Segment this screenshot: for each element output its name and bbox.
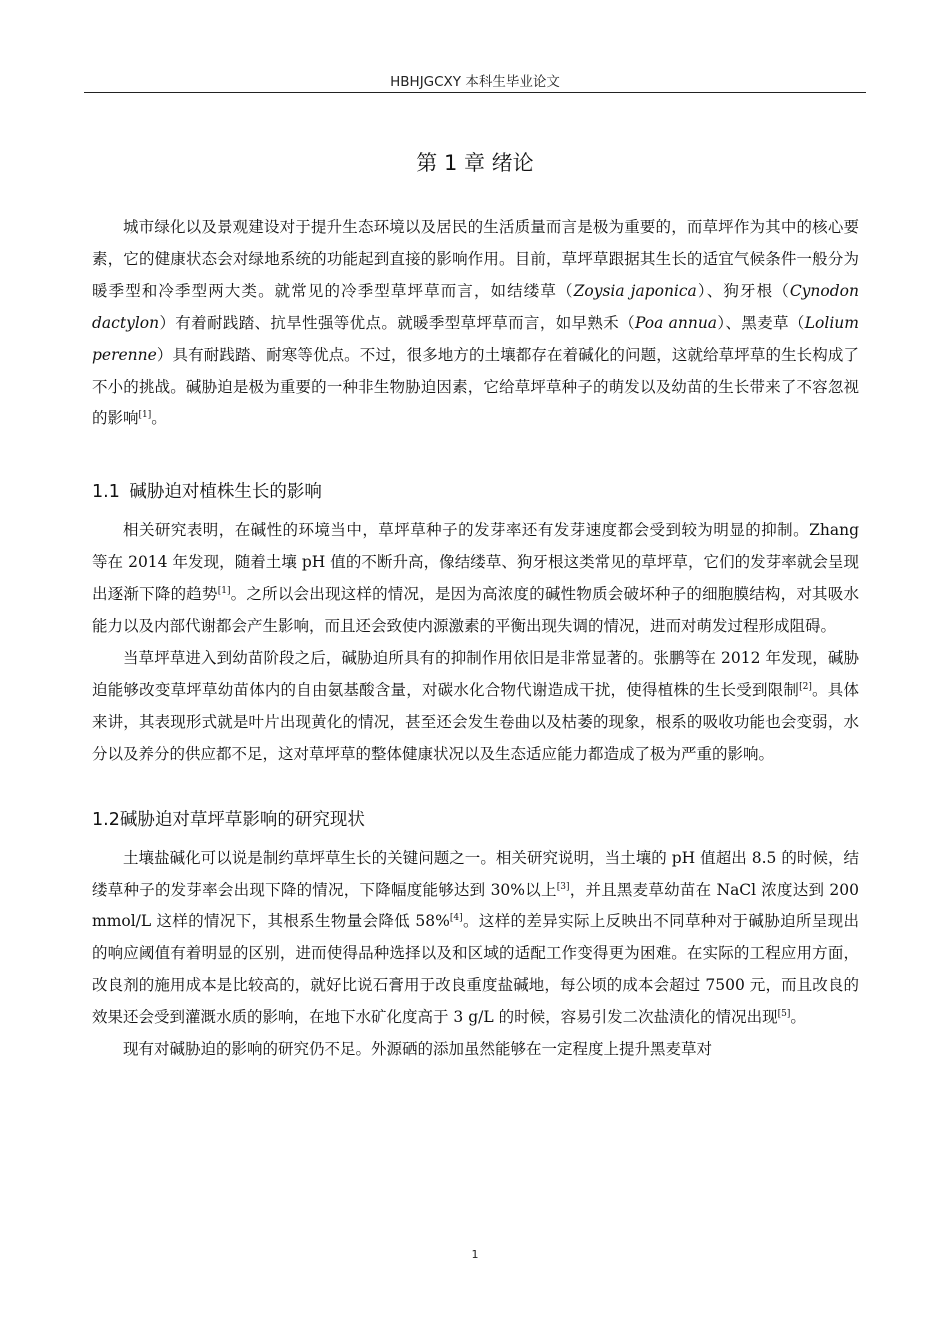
citation: [1] bbox=[138, 410, 152, 421]
text-run: ）、狗牙根（ bbox=[696, 281, 790, 300]
text-run: 城市绿化以及景观建设对于提升生态环境以及居民的生活质量而言是极为重要的，而草坪作为其中的核心要素，它的健康状态会对绿地系统的功能起到直接的影响作用。目前，草坪草跟据其生长的适宜气候条件一般分为暖季型和冷季型两大类。就常见的冷季型草坪草而言，如结缕草（ bbox=[92, 218, 859, 300]
section-1-2-paragraph-1 bbox=[92, 843, 859, 1034]
citation: [2] bbox=[799, 681, 812, 692]
species-name: Poa annua bbox=[634, 313, 718, 332]
species-name: Cynodon dactylon bbox=[92, 281, 859, 332]
chapter-title: 第 1 章 绪论 bbox=[416, 151, 534, 175]
species-name: Lolium perenne bbox=[92, 313, 859, 364]
text-run: ，并且黑麦草幼苗在 NaCl 浓度达到 200 mmol/L 这样的情况下，其根系生物量会降低 58% bbox=[92, 880, 859, 931]
text-run: 当草坪草进入到幼苗阶段之后，碱胁迫所具有的抑制作用依旧是非常显著的。张鹏等在 2012 年发现，碱胁迫能够改变草坪草幼苗体内的自由氨基酸含量，对碳水化合物代谢造成干扰，使得植株的生长受到限制 bbox=[92, 648, 859, 699]
text-run: 。 bbox=[790, 1008, 806, 1027]
section-heading-1-2 bbox=[92, 805, 859, 835]
intro-paragraph bbox=[92, 212, 859, 435]
text-run: 现有对碱胁迫的影响的研究仍不足。外源硒的添加虽然能够在一定程度上提升黑麦草对 bbox=[123, 1040, 713, 1059]
page-number: 1 bbox=[471, 1248, 479, 1261]
page-header: HBHJGCXY 本科生毕业论文 bbox=[390, 74, 560, 90]
text-run: ）、黑麦草（ bbox=[717, 313, 805, 332]
species-name: Zoysia japonica bbox=[573, 281, 697, 300]
section-1-1-paragraph-1 bbox=[92, 515, 859, 643]
text-run: ）具有耐践踏、耐寒等优点。不过，很多地方的土壤都存在着碱化的问题，这就给草坪草的生长构成了不小的挑战。碱胁迫是极为重要的一种非生物胁迫因素，它给草坪草种子的萌发以及幼苗的生长带来了不容忽视的影响 bbox=[92, 345, 859, 428]
text-run: 相关研究表明，在碱性的环境当中，草坪草种子的发芽率还有发芽速度都会受到较为明显的抑制。Zhang 等在 2014 年发现，随着土壤 pH 值的不断升高，像结缕草、狗牙根这类常见的草坪草，它们的发芽率就会呈现出逐渐下降的趋势 bbox=[92, 521, 859, 604]
section-1-2-paragraph-2 bbox=[92, 1034, 859, 1066]
citation: [3] bbox=[556, 881, 570, 892]
section-1-1-paragraph-2 bbox=[92, 643, 859, 771]
text-run: 。这样的差异实际上反映出不同草种对于碱胁迫所呈现出的响应阈值有着明显的区别，进而使得品种选择以及和区域的适配工作变得更为困难。在实际的工程应用方面，改良剂的施用成本是比较高的，就好比说石膏用于改良重度盐碱地，每公顷的成本会超过 7500 元，而且改良的效果还会受到灌溉水质的影响，在地下水矿化度高于 3 g/L 的时候，容易引发二次盐渍化的情况出现 bbox=[92, 912, 859, 1027]
text-run: 。具体来讲，其表现形式就是叶片出现黄化的情况，甚至还会发生卷曲以及枯萎的现象，根系的吸收功能也会变弱，水分以及养分的供应都不足，这对草坪草的整体健康状况以及生态适应能力都造成了极为严重的影响。 bbox=[92, 680, 859, 763]
citation: [4] bbox=[449, 913, 463, 924]
citation: [5] bbox=[777, 1009, 791, 1020]
section-number: 1.2 bbox=[92, 809, 120, 830]
section-heading-1-1 bbox=[92, 477, 859, 507]
document-body bbox=[92, 212, 859, 1066]
section-number: 1.1 bbox=[92, 482, 120, 503]
section-title: 碱胁迫对草坪草影响的研究现状 bbox=[119, 809, 365, 830]
text-run: 。 bbox=[151, 409, 167, 428]
text-run: ）有着耐践踏、抗旱性强等优点。就暖季型草坪草而言，如早熟禾（ bbox=[159, 313, 635, 332]
citation: [1] bbox=[217, 586, 231, 597]
header-divider bbox=[84, 92, 866, 93]
text-run: 土壤盐碱化可以说是制约草坪草生长的关键问题之一。相关研究说明，当土壤的 pH 值超出 8.5 的时候，结缕草种子的发芽率会出现下降的情况，下降幅度能够达到 30%以上 bbox=[92, 848, 859, 899]
text-run: 。之所以会出现这样的情况，是因为高浓度的碱性物质会破坏种子的细胞膜结构，对其吸水能力以及内部代谢都会产生影响，而且还会致使内源激素的平衡出现失调的情况，进而对萌发过程形成阻碍。 bbox=[92, 585, 859, 636]
section-title: 碱胁迫对植株生长的影响 bbox=[129, 482, 322, 503]
